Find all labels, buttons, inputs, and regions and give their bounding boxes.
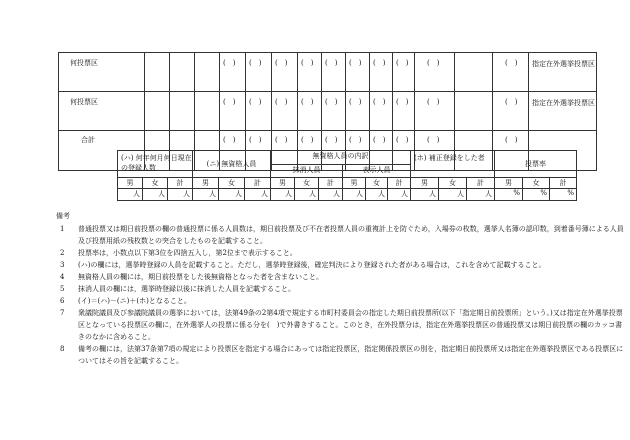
sub-header: 男 — [118, 178, 143, 189]
paren-cell: ( ) — [272, 131, 298, 171]
paren-cell: ( ) — [415, 92, 455, 131]
note-item — [56, 307, 626, 343]
unit-cell: % — [495, 189, 523, 201]
paren-cell: ( ) — [346, 131, 370, 171]
notes-title: 備考 — [56, 212, 70, 220]
sub-header: 男 — [271, 178, 295, 189]
paren-cell: ( ) — [393, 131, 415, 171]
note-item — [56, 271, 626, 283]
unit-cell: % — [550, 189, 577, 201]
note-item — [56, 247, 626, 259]
sub-header-row — [118, 178, 577, 189]
paren-cell: ( ) — [322, 92, 346, 131]
paren-cell: ( ) — [346, 53, 370, 92]
paren-cell: ( ) — [393, 53, 415, 92]
paren-cell: ( ) — [322, 53, 346, 92]
note-text: 普通投票又は期日前投票の欄の普通投票に係る人員数は，期日前投票及び不在者投票人員の重複計上を防ぐため，入場券の枚数，選挙人名簿の認印数，到着番号簿による人員及び投票用紙の残枚数との突合をしたものを記載すること。 — [78, 225, 624, 245]
unit-cell: 人 — [271, 189, 295, 201]
note-item — [56, 295, 626, 307]
paren-cell: ( ) — [370, 53, 393, 92]
sub-header: 女 — [439, 178, 467, 189]
row-label: 何投票区 — [59, 53, 145, 92]
paren-cell: ( ) — [220, 131, 246, 171]
paren-cell: ( ) — [220, 92, 246, 131]
sub-header: 男 — [193, 178, 219, 189]
note-text: 備考の欄には，法第37条第7項の規定により投票区を指定する場合にあっては指定投票区，指定関係投票区の別を，指定期日前投票所又は指定在外選挙投票区である投票区についてはその旨を記載すること。 — [78, 345, 624, 365]
note-text: 衆議院議員及び参議院議員の選挙においては，法第49条の2第4項で規定する市町村委員会の指定した期日前投票所(以下「指定期日前投票所」という。)又は指定在外選挙投票区となっている投票区の欄に，在外選挙人の投票に係る分を( )で外書きすること。このとき，在外投票分は，指定在外選挙投票区の普通投票又は期日前投票の欄のカッコ書きのなかに含めること。 — [78, 309, 623, 341]
note-item — [56, 283, 626, 295]
sub-header: 計 — [245, 178, 271, 189]
unit-cell: 人 — [388, 189, 411, 201]
paren-cell: ( ) — [370, 131, 393, 171]
unit-cell: % — [523, 189, 550, 201]
note-text: (ハ)の欄には，選挙時登録の人員を記載すること。ただし，選挙時登録後，確定判決により登録された者がある場合は，これを含めて記載すること。 — [78, 261, 546, 269]
row-note: 指定在外選挙投票区 — [529, 92, 597, 131]
paren-cell: ( ) — [493, 131, 529, 171]
paren-cell: ( ) — [493, 53, 529, 92]
sub-header: 女 — [366, 178, 388, 189]
unit-cell: 人 — [219, 189, 245, 201]
sub-header: 男 — [411, 178, 439, 189]
row-label: 何投票区 — [59, 92, 145, 131]
unit-cell: 人 — [467, 189, 495, 201]
unit-cell: 人 — [118, 189, 143, 201]
note-text: 無資格人員の欄には，期日前投票をした後無資格となった者を含まないこと。 — [78, 273, 323, 281]
unit-cell: 人 — [366, 189, 388, 201]
unit-cell: 人 — [343, 189, 366, 201]
note-item — [56, 343, 626, 367]
paren-cell: ( ) — [322, 131, 346, 171]
unit-cell: 人 — [143, 189, 168, 201]
paren-cell: ( ) — [246, 53, 272, 92]
note-number: 6 — [60, 297, 65, 305]
row-label: 合計 — [59, 131, 145, 171]
unit-cell: 人 — [245, 189, 271, 201]
header-registered: (ハ) 何年何月何日現在の登録人数 — [118, 151, 193, 178]
lower-table — [117, 150, 577, 201]
paren-cell: ( ) — [246, 92, 272, 131]
note-number: 3 — [60, 261, 65, 269]
unit-cell: 人 — [439, 189, 467, 201]
note-item — [56, 223, 626, 247]
unit-cell: 人 — [168, 189, 193, 201]
paren-cell: ( ) — [298, 131, 322, 171]
header-turnout: 投票率 — [495, 151, 577, 178]
sub-header: 女 — [143, 178, 168, 189]
note-text: 投票率は，小数点以下第3位を四捨五入し，第2位まで表示すること。 — [78, 249, 297, 257]
sub-header: 女 — [219, 178, 245, 189]
header-correction: (ホ) 補正登録をした者 — [411, 151, 495, 178]
unit-row — [118, 189, 577, 201]
note-text: 抹消人員の欄には，選挙時登録以後に抹消した人員を記載すること。 — [78, 285, 295, 293]
paren-cell: ( ) — [272, 92, 298, 131]
sub-header: 男 — [343, 178, 366, 189]
header-ineligible-breakdown: 無資格人員の内訳 — [271, 151, 411, 165]
paren-cell: ( ) — [298, 53, 322, 92]
sub-header: 計 — [467, 178, 495, 189]
paren-cell: ( ) — [415, 53, 455, 92]
note-item — [56, 259, 626, 271]
sub-header: 計 — [319, 178, 343, 189]
unit-cell: 人 — [319, 189, 343, 201]
row-note: 指定在外選挙投票区 — [529, 53, 597, 92]
header-displayed: 表示人員 — [343, 164, 411, 178]
paren-cell: ( ) — [272, 53, 298, 92]
unit-cell: 人 — [411, 189, 439, 201]
unit-cell: 人 — [193, 189, 219, 201]
paren-cell: ( ) — [393, 92, 415, 131]
note-number: 4 — [60, 273, 65, 281]
sub-header: 女 — [295, 178, 319, 189]
sub-header: 女 — [523, 178, 550, 189]
sub-header: 計 — [550, 178, 577, 189]
paren-cell: ( ) — [493, 92, 529, 131]
sub-header: 計 — [168, 178, 193, 189]
paren-cell: ( ) — [298, 92, 322, 131]
table-row — [59, 53, 597, 92]
sub-header: 男 — [495, 178, 523, 189]
note-text: (イ)＝(ハ)－(ニ)＋(ホ)となること。 — [78, 297, 191, 305]
note-number: 2 — [60, 249, 65, 257]
note-number: 7 — [60, 309, 65, 317]
paren-cell: ( ) — [220, 53, 246, 92]
paren-cell: ( ) — [246, 131, 272, 171]
note-number: 5 — [60, 285, 65, 293]
paren-cell: ( ) — [415, 131, 455, 171]
note-number: 8 — [60, 345, 65, 353]
header-ineligible: (ニ) 無資格人員 — [193, 151, 271, 178]
notes-section — [56, 210, 626, 367]
unit-cell: 人 — [295, 189, 319, 201]
paren-cell: ( ) — [346, 92, 370, 131]
sub-header: 計 — [388, 178, 411, 189]
table-row — [59, 92, 597, 131]
paren-cell: ( ) — [370, 92, 393, 131]
header-deleted: 抹消人員 — [271, 164, 343, 178]
note-number: 1 — [60, 225, 65, 233]
